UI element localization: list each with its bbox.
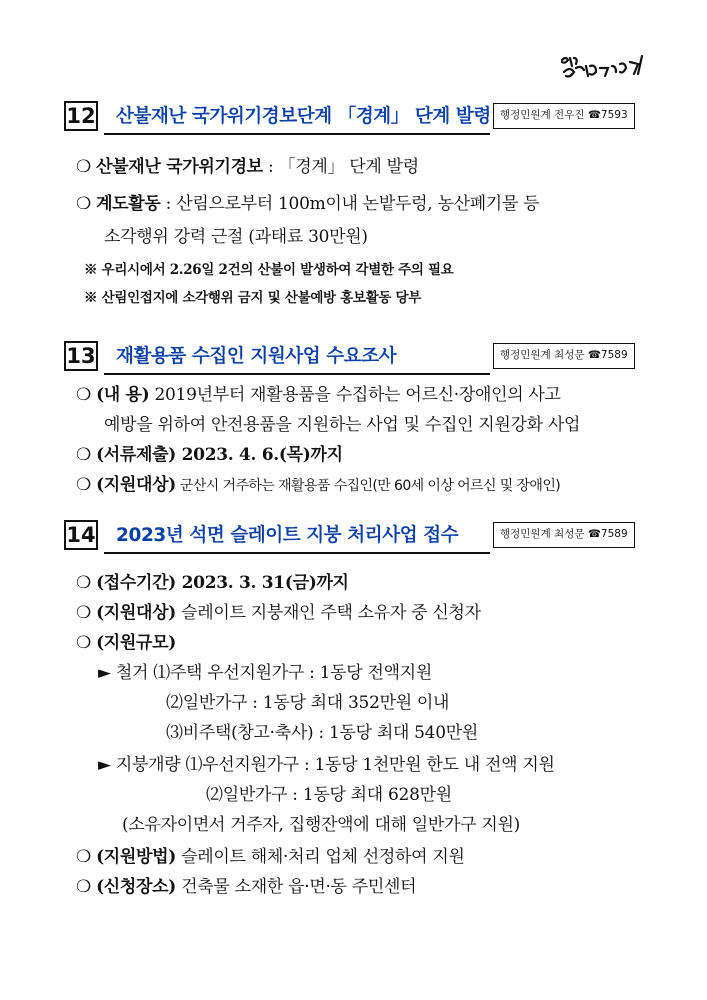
section-number: 12 xyxy=(64,101,98,131)
item-12-3: 소각행위 강력 근절 (과태료 30만원) xyxy=(104,227,368,247)
section-number: 14 xyxy=(64,520,98,550)
note-12-2: ※ 산림인접지에 소각행위 금지 및 산불예방 홍보활동 당부 xyxy=(84,290,422,306)
item-13-2: 예방을 위하여 안전용품을 지원하는 사업 및 수집인 지원강화 사업 xyxy=(104,415,581,435)
section-13-header xyxy=(64,341,644,375)
item-14-7: ► 지붕개량 ⑴우선지원가구 : 1동당 1천만원 한도 내 전액 지원 xyxy=(98,755,555,775)
title-underline xyxy=(104,373,490,375)
item-14-3: ❍ (지원규모) xyxy=(76,633,177,653)
item-14-4: ► 철거 ⑴주택 우선지원가구 : 1동당 전액지원 xyxy=(98,663,433,683)
item-14-1: ❍ (접수기간) 2023. 3. 31(금)까지 xyxy=(76,573,349,593)
item-14-5: ⑵일반가구 : 1동당 최대 352만원 이내 xyxy=(166,693,450,713)
section-title: 산불재난 국가위기경보단계 「경계」 단계 발령 xyxy=(116,106,491,127)
item-12-1: ❍ 산불재난 국가위기경보 : 「경계」 단계 발령 xyxy=(76,157,419,177)
section-number: 13 xyxy=(64,341,98,371)
item-13-1: ❍ (내 용) 2019년부터 재활용품을 수집하는 어르신·장애인의 사고 xyxy=(76,385,561,405)
item-14-9: (소유자이면서 거주자, 집행잔액에 대해 일반가구 지원) xyxy=(122,815,520,835)
section-title: 2023년 석면 슬레이트 지붕 처리사업 접수 xyxy=(116,525,459,546)
contact-box: 행정민원계 전우진 ☎7593 xyxy=(493,103,635,129)
item-14-6: ⑶비주택(창고·축사) : 1동당 최대 540만원 xyxy=(166,723,478,743)
section-12-header xyxy=(64,101,644,135)
note-12-1: ※ 우리시에서 2.26일 2건의 산불이 발생하여 각별한 주의 필요 xyxy=(84,262,454,278)
item-14-8: ⑵일반가구 : 1동당 최대 628만원 xyxy=(206,785,452,805)
section-title: 재활용품 수집인 지원사업 수요조사 xyxy=(116,346,397,367)
title-underline xyxy=(104,133,490,135)
item-14-10: ❍ (지원방법) 슬레이트 해체·처리 업체 선정하여 지원 xyxy=(76,847,465,867)
item-14-2: ❍ (지원대상) 슬레이트 지붕재인 주택 소유자 중 신청자 xyxy=(76,603,481,623)
item-13-4: ❍ (지원대상) 군산시 거주하는 재활용품 수집인(만 60세 이상 어르신 및 장애인) xyxy=(76,475,561,495)
item-14-11: ❍ (신청장소) 건축물 소재한 읍·면·동 주민센터 xyxy=(76,877,417,897)
item-12-2: ❍ 계도활동 : 산림으로부터 100m이내 논밭두렁, 농산폐기물 등 xyxy=(76,194,540,214)
item-13-3: ❍ (서류제출) 2023. 4. 6.(목)까지 xyxy=(76,445,343,465)
city-slogan-logo xyxy=(556,50,648,84)
title-underline xyxy=(104,552,490,554)
contact-box: 행정민원계 최성문 ☎7589 xyxy=(493,522,635,548)
section-14-header xyxy=(64,520,644,554)
contact-box: 행정민원계 최성문 ☎7589 xyxy=(493,343,635,369)
